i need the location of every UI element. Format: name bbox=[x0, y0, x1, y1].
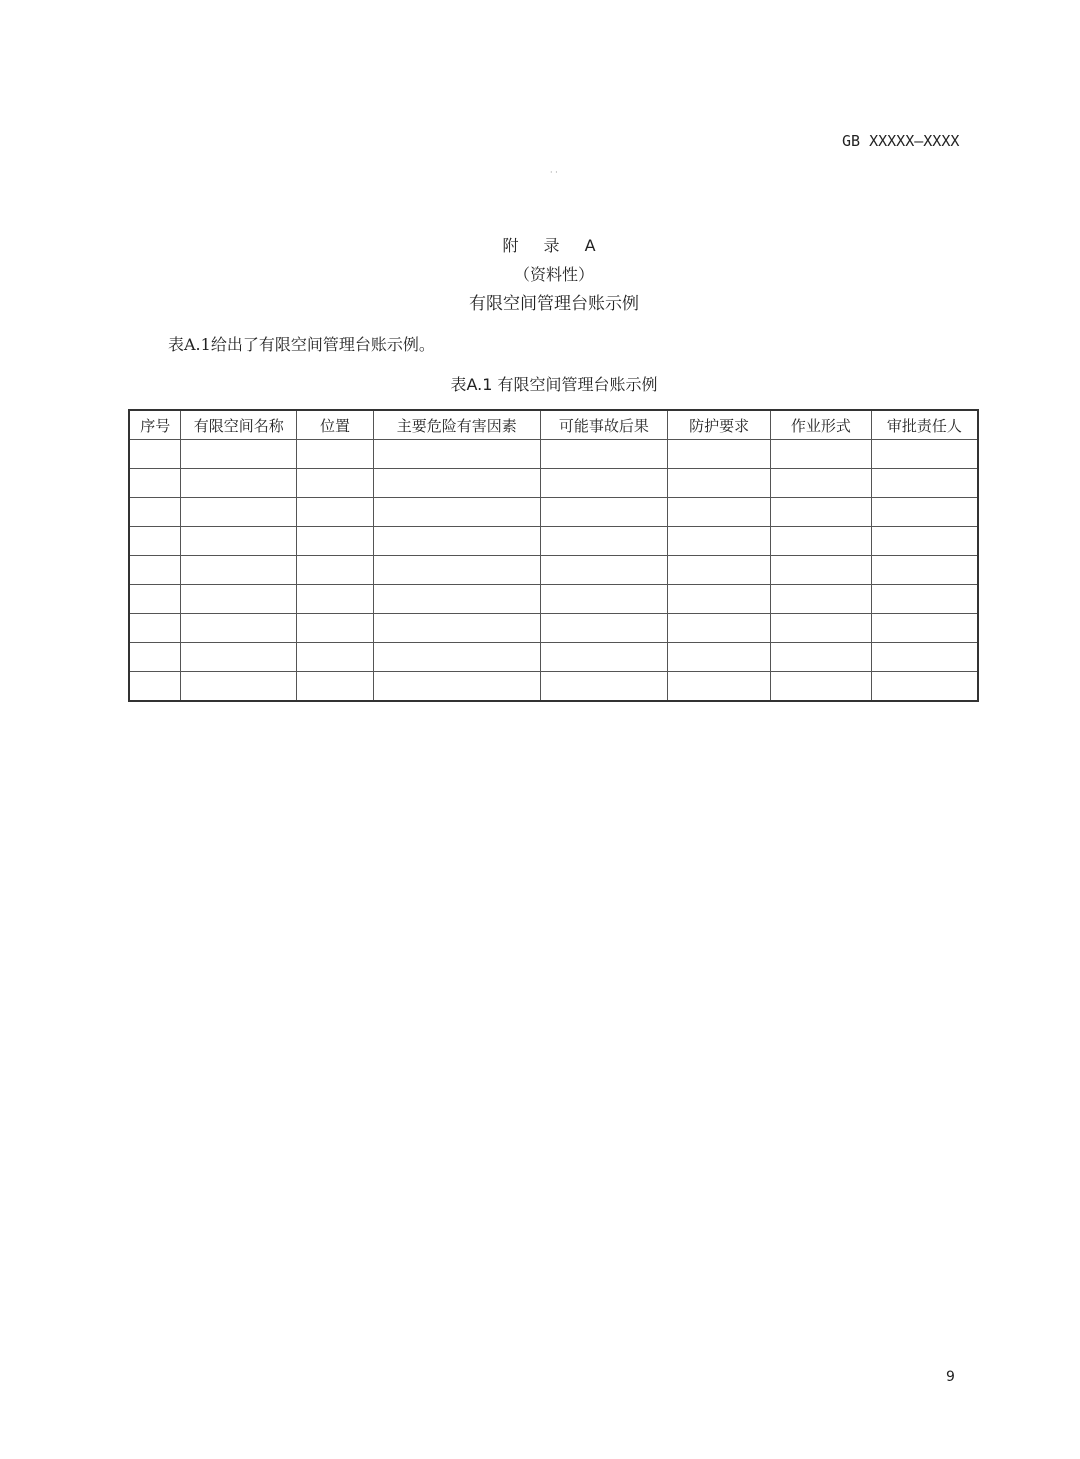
table-cell bbox=[297, 643, 374, 672]
table-cell bbox=[373, 440, 540, 469]
table-cell bbox=[181, 469, 297, 498]
table-cell bbox=[297, 469, 374, 498]
table-cell bbox=[181, 556, 297, 585]
ledger-table bbox=[128, 409, 979, 702]
table-cell bbox=[297, 672, 374, 702]
table-row bbox=[129, 469, 978, 498]
table-cell bbox=[540, 469, 668, 498]
table-cell bbox=[770, 585, 871, 614]
table-cell bbox=[297, 498, 374, 527]
table-cell bbox=[181, 585, 297, 614]
table-cell bbox=[770, 614, 871, 643]
table-cell bbox=[373, 614, 540, 643]
table-cell bbox=[770, 527, 871, 556]
table-cell bbox=[871, 527, 978, 556]
table-row bbox=[129, 556, 978, 585]
appendix-subtitle: 有限空间管理台账示例 bbox=[469, 294, 639, 314]
table-cell bbox=[129, 614, 181, 643]
table-cell bbox=[540, 614, 668, 643]
table-cell bbox=[871, 614, 978, 643]
table-row bbox=[129, 585, 978, 614]
table-cell bbox=[540, 527, 668, 556]
column-header: 审批责任人 bbox=[871, 410, 978, 440]
column-header: 位置 bbox=[297, 410, 374, 440]
table-cell bbox=[297, 585, 374, 614]
table-cell bbox=[871, 440, 978, 469]
table-cell bbox=[871, 643, 978, 672]
table-cell bbox=[297, 527, 374, 556]
table-cell bbox=[129, 469, 181, 498]
table-cell bbox=[540, 643, 668, 672]
table-row bbox=[129, 498, 978, 527]
table-cell bbox=[373, 498, 540, 527]
header-marks: · · bbox=[550, 168, 558, 177]
table-cell bbox=[668, 643, 771, 672]
table-cell bbox=[373, 556, 540, 585]
table-cell bbox=[770, 498, 871, 527]
page-number: 9 bbox=[946, 1369, 955, 1385]
table-cell bbox=[871, 556, 978, 585]
table-cell bbox=[297, 556, 374, 585]
table-row bbox=[129, 527, 978, 556]
table-cell bbox=[129, 556, 181, 585]
table-cell bbox=[871, 498, 978, 527]
table-row bbox=[129, 672, 978, 702]
table-cell bbox=[770, 440, 871, 469]
column-header: 序号 bbox=[129, 410, 181, 440]
table-cell bbox=[540, 556, 668, 585]
table-cell bbox=[871, 585, 978, 614]
table-cell bbox=[668, 556, 771, 585]
table-cell bbox=[770, 672, 871, 702]
table-cell bbox=[297, 440, 374, 469]
table-cell bbox=[181, 672, 297, 702]
table-cell bbox=[540, 672, 668, 702]
standard-number: GB XXXXX—XXXX bbox=[842, 132, 960, 150]
table-cell bbox=[181, 440, 297, 469]
table-cell bbox=[129, 498, 181, 527]
table-cell bbox=[181, 498, 297, 527]
table-cell bbox=[297, 614, 374, 643]
column-header: 有限空间名称 bbox=[181, 410, 297, 440]
table-cell bbox=[373, 672, 540, 702]
table-header-row bbox=[129, 410, 978, 440]
table-cell bbox=[540, 440, 668, 469]
column-header: 主要危险有害因素 bbox=[373, 410, 540, 440]
column-header: 可能事故后果 bbox=[540, 410, 668, 440]
intro-text: 表A.1给出了有限空间管理台账示例。 bbox=[168, 335, 435, 354]
table-cell bbox=[668, 614, 771, 643]
table-cell bbox=[770, 643, 871, 672]
table-caption: 表A.1 有限空间管理台账示例 bbox=[450, 375, 658, 394]
table-cell bbox=[129, 440, 181, 469]
table-cell bbox=[129, 643, 181, 672]
table-cell bbox=[668, 440, 771, 469]
table-cell bbox=[373, 585, 540, 614]
column-header: 防护要求 bbox=[668, 410, 771, 440]
table-cell bbox=[540, 585, 668, 614]
table-cell bbox=[668, 585, 771, 614]
table-cell bbox=[668, 498, 771, 527]
table-cell bbox=[181, 643, 297, 672]
table-cell bbox=[668, 672, 771, 702]
appendix-title: 附 录 A bbox=[502, 236, 606, 255]
table-cell bbox=[373, 527, 540, 556]
table-cell bbox=[770, 556, 871, 585]
table-cell bbox=[129, 672, 181, 702]
table-cell bbox=[129, 527, 181, 556]
column-header: 作业形式 bbox=[770, 410, 871, 440]
table-cell bbox=[871, 469, 978, 498]
table-cell bbox=[181, 527, 297, 556]
table-cell bbox=[871, 672, 978, 702]
table-cell bbox=[668, 527, 771, 556]
table-cell bbox=[129, 585, 181, 614]
table-cell bbox=[373, 643, 540, 672]
table-row bbox=[129, 643, 978, 672]
table-cell bbox=[373, 469, 540, 498]
table-cell bbox=[540, 498, 668, 527]
table-row bbox=[129, 614, 978, 643]
table-cell bbox=[770, 469, 871, 498]
table-cell bbox=[181, 614, 297, 643]
table-cell bbox=[668, 469, 771, 498]
appendix-type: （资料性） bbox=[513, 265, 594, 284]
table-row bbox=[129, 440, 978, 469]
